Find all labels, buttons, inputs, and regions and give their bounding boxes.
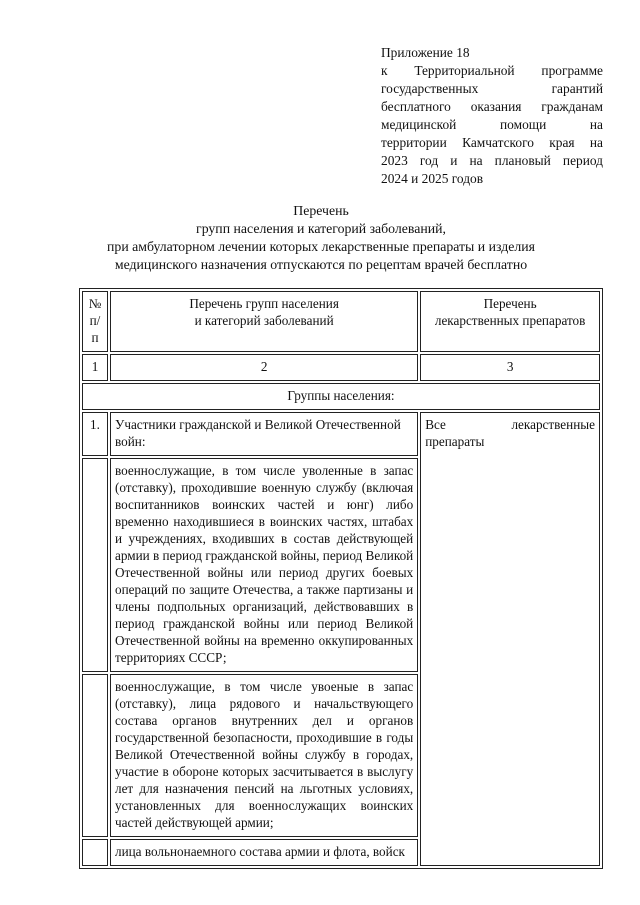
appendix-line: Приложение 18 (381, 45, 470, 60)
heading-line: групп населения и категорий заболеваний, (196, 221, 446, 236)
appendix-line: медицинской помощи на (381, 117, 603, 132)
appendix-line: территории Камчатского края на (381, 135, 603, 150)
empty-number-cell (82, 839, 108, 866)
table-row (82, 412, 600, 456)
header-number-cell (82, 291, 108, 352)
subcategory-text: лица вольнонаемного состава армии и флота, войск (110, 839, 418, 866)
appendix-line: к Территориальной программе (381, 63, 603, 78)
header-drugs-line: Перечень (483, 296, 537, 311)
section-title-row (82, 383, 600, 410)
section-title: Группы населения: (82, 383, 600, 410)
appendix-note (381, 44, 603, 188)
column-number: 1 (82, 354, 108, 381)
drugs-word: Все (425, 417, 446, 432)
header-drugs-cell (420, 291, 600, 352)
subcategory-text: военнослужащие, в том числе уволенные в запас (отставку), проходившие военную службу (включая воспитанников воинских частей и юнг) либо временно находившиеся в воинских частях, штабах и учреждениях, входивших в состав действующей армии в период гражданской войны, период Великой Отечественной войны или период других боевых операций по защите Отечества, а также партизаны и члены подпольных организаций, действовавших в период гражданской войны или период Великой Отечественной войны на временно оккупированных территориях СССР; (110, 458, 418, 672)
subcategory-text: военнослужащие, в том числе увоеные в запас (отставку), лица рядового и начальствующего состава органов внутренних дел и органов государственной безопасности, проходившие в годы Великой Отечественной войны службу в городах, участие в обороне которых засчитывается в выслугу лет для назначения пенсий на льготных условиях, установленных для военнослужащих воинских частей действующей армии; (110, 674, 418, 837)
appendix-line: 2023 год и на плановый период (381, 153, 603, 168)
header-number-label: № п/п (88, 296, 102, 345)
table-header-row (82, 291, 600, 352)
header-groups-line: Перечень групп населения (189, 296, 339, 311)
header-groups-cell (110, 291, 418, 352)
appendix-line: 2024 и 2025 годов (381, 171, 484, 186)
row-drugs-cell (420, 412, 600, 866)
header-groups-line: и категорий заболеваний (194, 313, 334, 328)
header-drugs-line: лекарственных препаратов (434, 313, 586, 328)
empty-number-cell (82, 458, 108, 672)
population-groups-table (79, 288, 603, 869)
empty-number-cell (82, 674, 108, 837)
drugs-line (425, 416, 595, 433)
heading-title: Перечень (293, 203, 349, 218)
heading-line: медицинского назначения отпускаются по рецептам врачей бесплатно (114, 257, 528, 272)
heading-line: при амбулаторном лечении которых лекарственные препараты и изделия (107, 239, 535, 254)
row-number: 1. (82, 412, 108, 456)
drugs-word: препараты (425, 434, 485, 449)
column-number: 3 (420, 354, 600, 381)
column-numbering-row (82, 354, 600, 381)
appendix-line: государственных гарантий (381, 81, 603, 96)
drugs-word: лекарственные (511, 417, 595, 432)
document-heading (70, 202, 572, 274)
row-title: Участники гражданской и Великой Отечественной войн: (110, 412, 418, 456)
column-number: 2 (110, 354, 418, 381)
appendix-line: бесплатного оказания гражданам (381, 99, 603, 114)
